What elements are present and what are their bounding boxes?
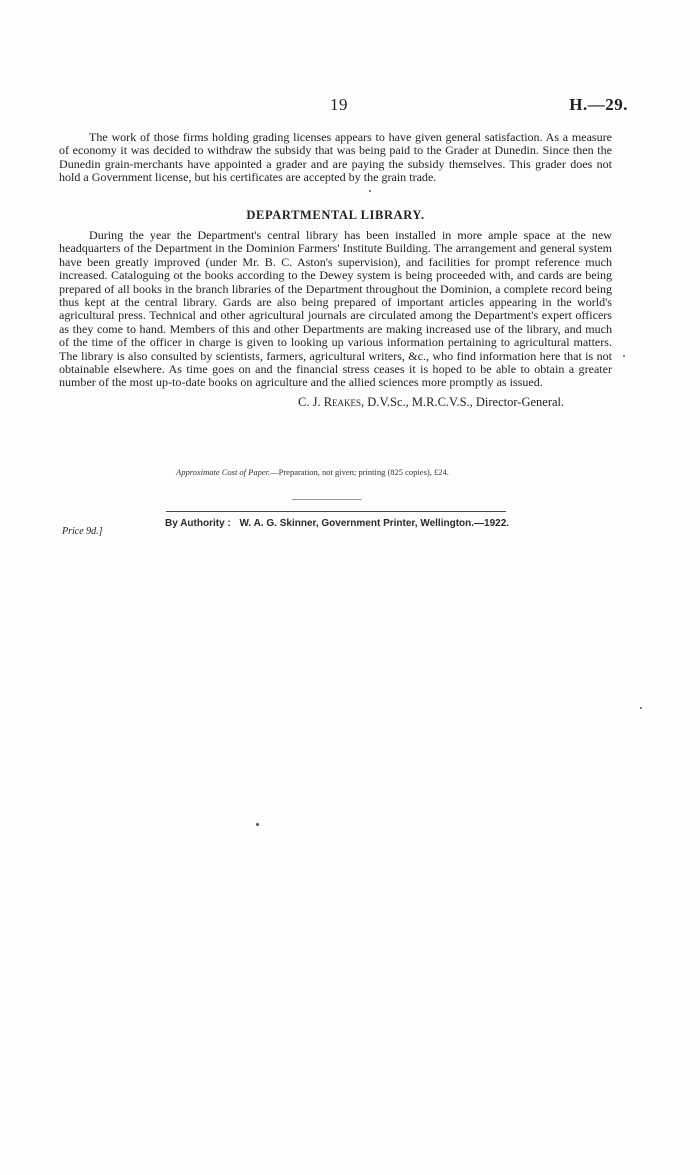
signature-surname: Reakes, — [323, 395, 365, 409]
paragraph-departmental-library: During the year the Department's central library has been installed in more ample space at the new headquarters of the Department in the Dominion Farmers' Institute Building. The arrangement and general system have been greatly improved (under Mr. B. C. Aston's supervision), and facilities for prompt reference much increased. Cataloguing ot the books according to the Dewey system is being proceeded with, and cards are being prepared of all books in the branch libraries of the Department throughout the Dominion, a complete record being thus kept at the central library. Gards are also being prepared of important articles appearing in the world's agricultural press. Technical and other agricultural journals are circulated among the Department's expert officers as they come to hand. Members of this and other Departments are making increased use of the library, and much of the time of the officer in charge is given to looking up various information pertaining to agricultural matters. The library is also consulted by scientists, farmers, agricultural writers, &c., who find information here that is not obtainable elsewhere. As time goes on and the financial stress ceases it is hoped to be able to obtain a greater number of the most up-to-date books on agriculture and the allied sciences more promptly as issued. — [59, 228, 612, 390]
scan-speck — [369, 190, 371, 192]
cost-of-paper-note — [176, 467, 449, 477]
footer-divider — [166, 511, 506, 512]
printer-authority-line — [165, 518, 509, 529]
scan-speck — [256, 823, 259, 826]
price-note: Price 9d.] — [62, 526, 103, 537]
scan-speck — [623, 355, 625, 357]
authority-text: W. A. G. Skinner, Government Printer, Wellington.—1922. — [239, 518, 510, 529]
page-number: 19 — [330, 95, 348, 114]
cost-note-label: Approximate Cost of Paper. — [176, 467, 271, 477]
authority-label: By Authority : — [165, 518, 231, 529]
signature-credentials: D.V.Sc., M.R.C.V.S., Director-General. — [367, 395, 565, 409]
cost-note-text: —Preparation, not given; printing (825 copies), £24. — [270, 467, 449, 477]
short-divider — [292, 499, 362, 500]
scan-speck — [640, 707, 642, 709]
signature-line — [298, 395, 564, 410]
paragraph-grading-licenses: The work of those firms holding grading licenses appears to have given general satisfaction. As a measure of economy it was decided to withdraw the subsidy that was being paid to the Grader at Dunedin. Since then the Dunedin grain-merchants have appointed a grader and are paying the subsidy themselves. This grader does not hold a Government license, but his certificates are accepted by the grain trade. — [59, 130, 612, 185]
section-heading-library: DEPARTMENTAL LIBRARY. — [246, 208, 425, 222]
signature-initials: C. J. — [298, 395, 321, 409]
page-header — [50, 95, 628, 115]
document-code: H.—29. — [569, 95, 628, 114]
